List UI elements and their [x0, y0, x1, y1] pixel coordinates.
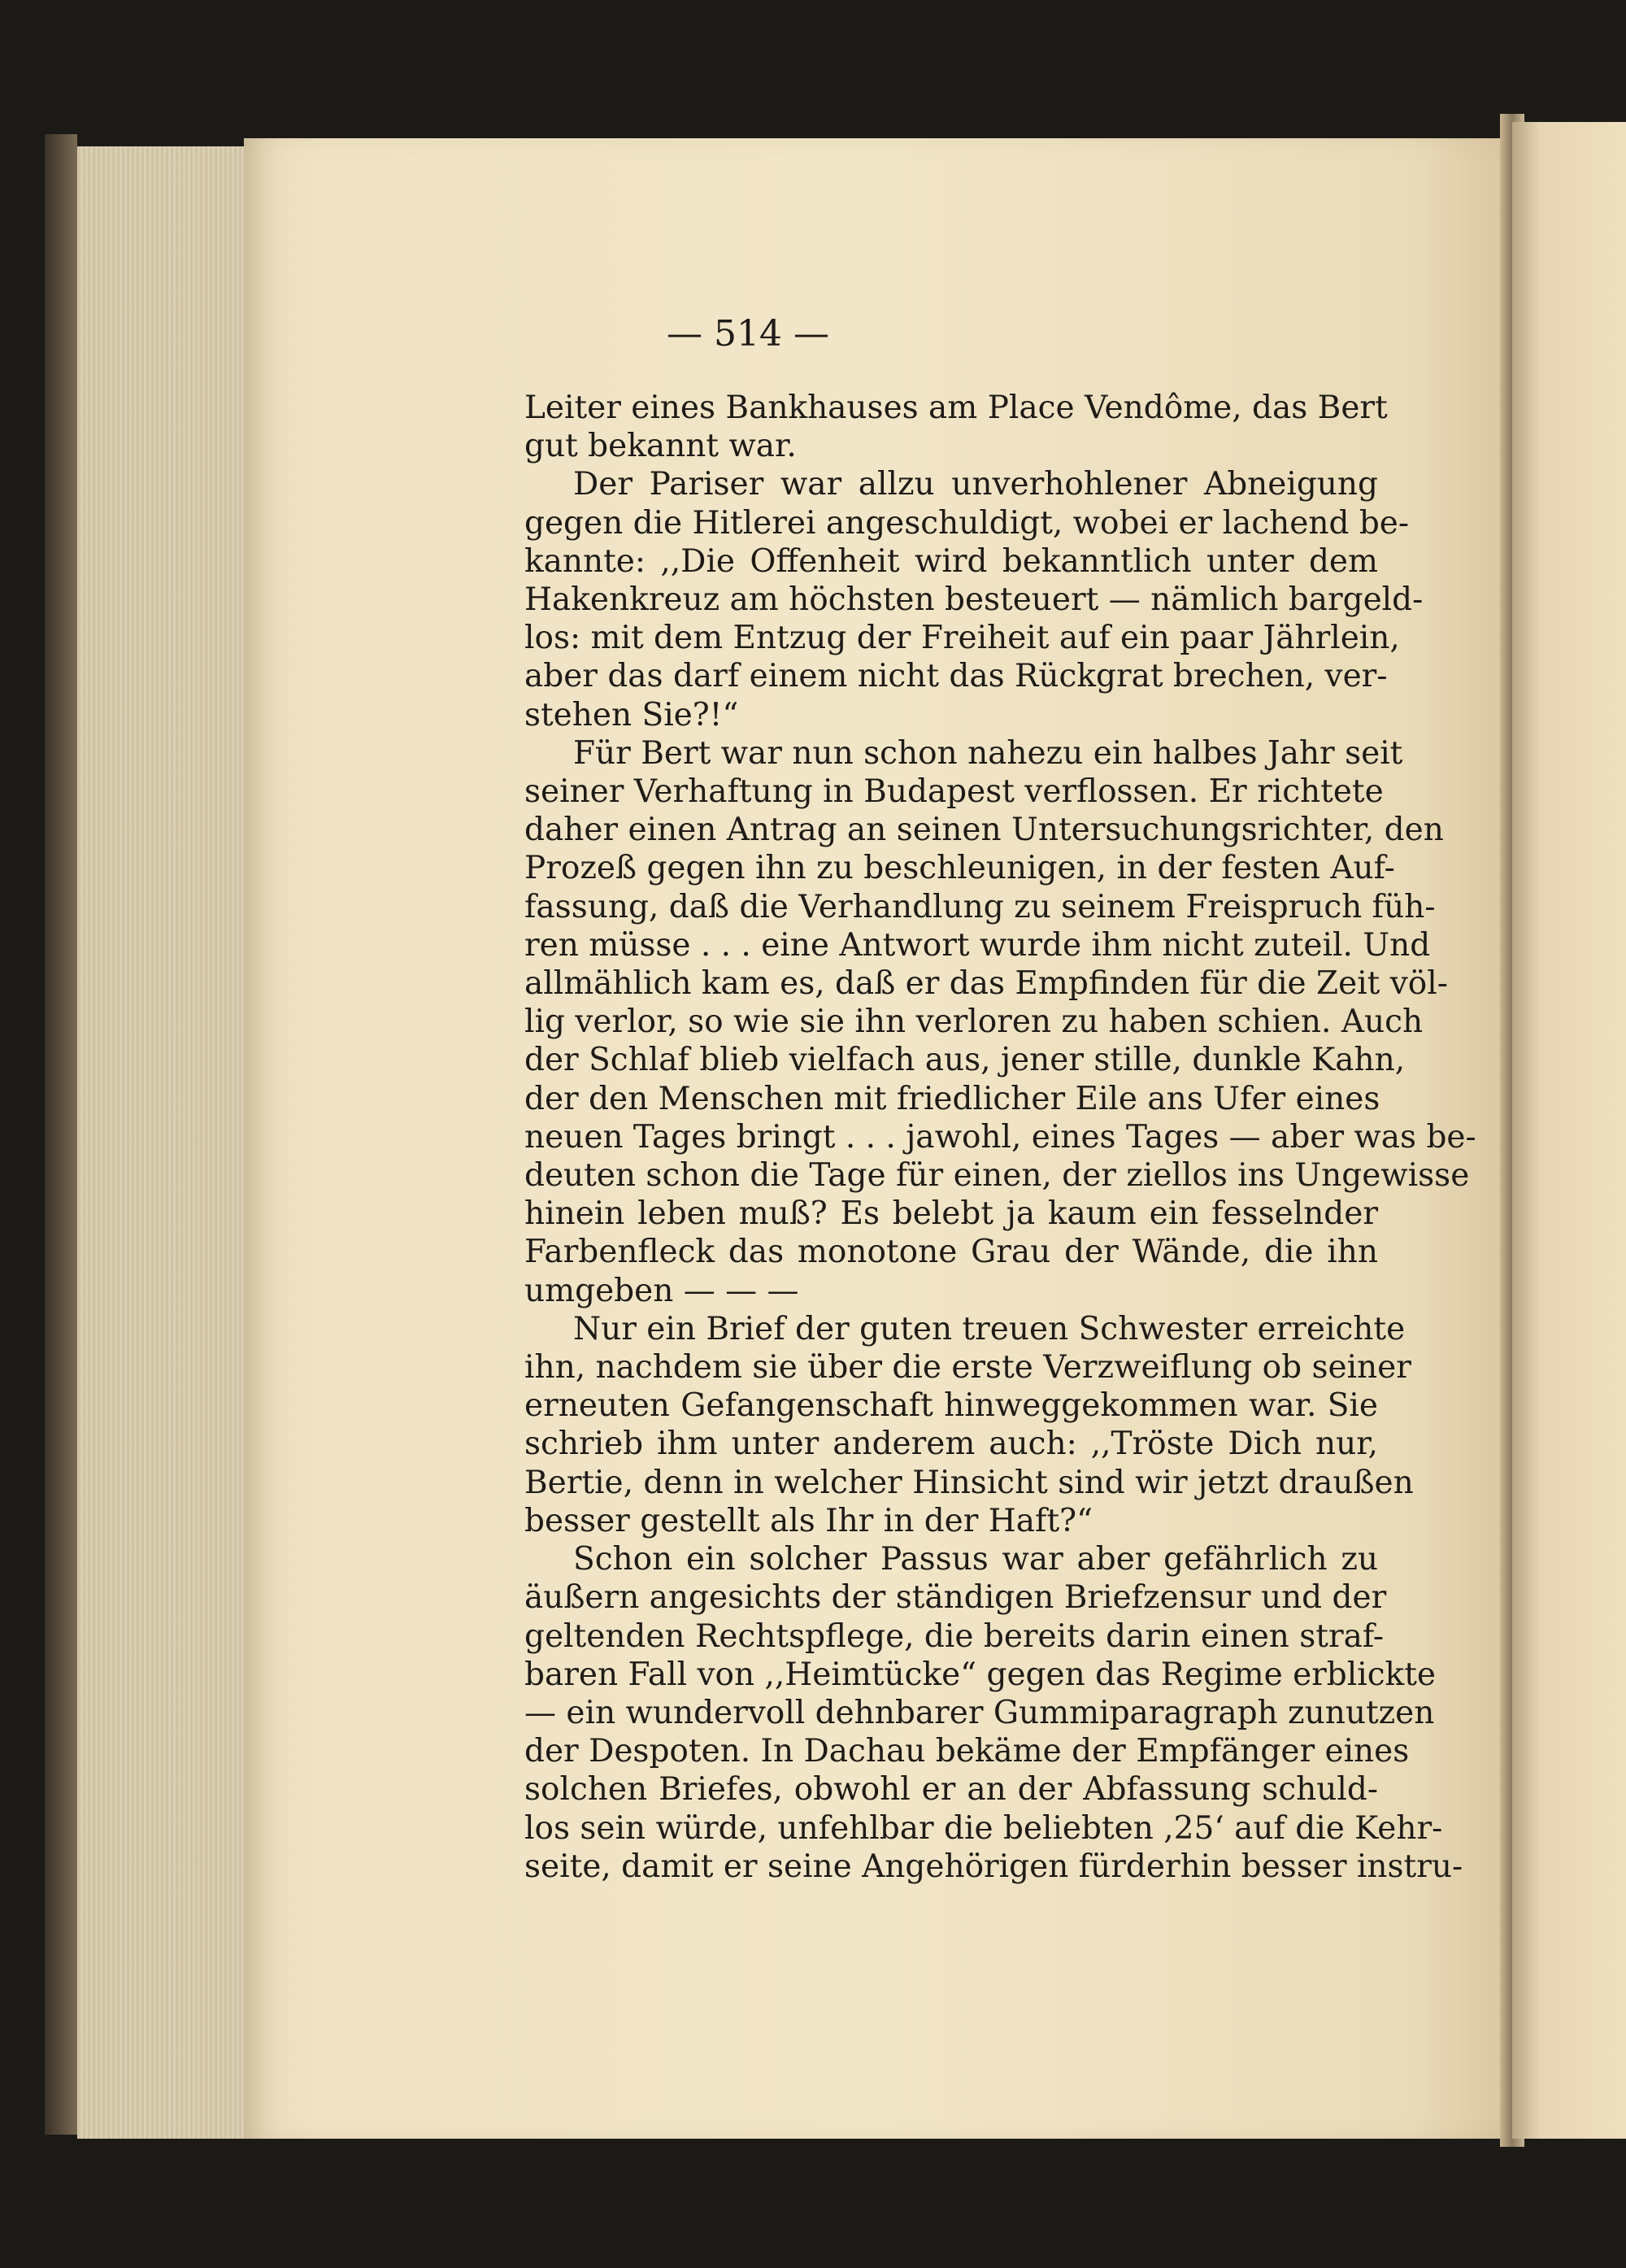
- text-line: stehen Sie?!“: [524, 696, 739, 734]
- text-line: Der Pariser war allzu unverhohlener Abneigung: [573, 466, 1378, 503]
- body-text: [524, 389, 1476, 1886]
- text-line: ihn, nachdem sie über die erste Verzweiflung ob seiner: [524, 1349, 1411, 1386]
- spine-shadow: [45, 134, 77, 2135]
- paragraph: [524, 1540, 1463, 1886]
- text-line: der Despoten. In Dachau bekäme der Empfänger eines: [524, 1733, 1410, 1770]
- text-line: gegen die Hitlerei angeschuldigt, wobei er lachend be-: [524, 504, 1410, 542]
- text-line: gut bekannt war.: [524, 428, 797, 465]
- text-line: Schon ein solcher Passus war aber gefährlich zu: [573, 1541, 1378, 1578]
- text-line: Leiter eines Bankhauses am Place Vendôme, das Bert: [524, 390, 1388, 426]
- text-line: — ein wundervoll dehnbarer Gummiparagraph zunutzen: [524, 1694, 1435, 1731]
- text-line: geltenden Rechtspflege, die bereits darin einen straf-: [524, 1617, 1385, 1655]
- paragraph: [524, 1310, 1414, 1540]
- text-line: besser gestellt als Ihr in der Haft?“: [524, 1502, 1093, 1539]
- text-line: Für Bert war nun schon nahezu ein halbes Jahr seit: [573, 734, 1403, 772]
- text-line: neuen Tages bringt . . . jawohl, eines Tages — aber was be-: [524, 1118, 1476, 1156]
- text-line: Hakenkreuz am höchsten besteuert — nämlich bargeld-: [524, 581, 1424, 619]
- text-line: aber das darf einem nicht das Rückgrat brechen, ver-: [524, 658, 1388, 695]
- text-line: baren Fall von ,,Heimtücke“ gegen das Regime erblickte: [524, 1656, 1436, 1693]
- text-line: ren müsse . . . eine Antwort wurde ihm nicht zuteil. Und: [524, 926, 1431, 964]
- text-line: Nur ein Brief der guten treuen Schwester erreichte: [573, 1310, 1406, 1347]
- text-line: hinein leben muß? Es belebt ja kaum ein fesselnder: [524, 1195, 1378, 1233]
- paragraph: [524, 465, 1424, 734]
- facing-page-edge: [1512, 122, 1626, 2139]
- text-line: allmählich kam es, daß er das Empfinden für die Zeit völ-: [524, 965, 1448, 1003]
- text-line: äußern angesichts der ständigen Briefzensur und der: [524, 1579, 1387, 1617]
- paragraph: [524, 389, 1388, 465]
- page-stack-edge: [77, 146, 272, 2139]
- paragraph: [524, 734, 1476, 1310]
- text-line: umgeben — — —: [524, 1272, 799, 1309]
- text-line: seiner Verhaftung in Budapest verflossen. Er richtete: [524, 773, 1384, 811]
- text-line: seite, damit er seine Angehörigen fürderhin besser instru-: [524, 1848, 1463, 1885]
- text-line: schrieb ihm unter anderem auch: ,,Tröste Dich nur,: [524, 1426, 1378, 1463]
- text-line: los sein würde, unfehlbar die beliebten ,25‘ auf die Kehr-: [524, 1809, 1443, 1847]
- text-line: erneuten Gefangenschaft hinweggekommen war. Sie: [524, 1387, 1378, 1425]
- text-line: lig verlor, so wie sie ihn verloren zu haben schien. Auch: [524, 1003, 1424, 1041]
- text-line: fassung, daß die Verhandlung zu seinem Freispruch füh-: [524, 888, 1436, 925]
- text-line: kannte: ,,Die Offenheit wird bekanntlich unter dem: [524, 542, 1378, 580]
- text-line: Bertie, denn in welcher Hinsicht sind wir jetzt draußen: [524, 1464, 1414, 1501]
- text-line: der den Menschen mit friedlicher Eile ans Ufer eines: [524, 1080, 1380, 1117]
- text-line: solchen Briefes, obwohl er an der Abfassung schuld-: [524, 1771, 1378, 1809]
- text-line: los: mit dem Entzug der Freiheit auf ein paar Jährlein,: [524, 620, 1400, 657]
- text-line: Prozeß gegen ihn zu beschleunigen, in der festen Auf-: [524, 850, 1395, 887]
- text-line: Farbenfleck das monotone Grau der Wände, die ihn: [524, 1234, 1378, 1271]
- text-line: der Schlaf blieb vielfach aus, jener stille, dunkle Kahn,: [524, 1042, 1406, 1079]
- text-line: daher einen Antrag an seinen Untersuchungsrichter, den: [524, 812, 1444, 849]
- page-number: — 514 —: [667, 313, 829, 355]
- text-line: deuten schon die Tage für einen, der ziellos ins Ungewisse: [524, 1157, 1470, 1195]
